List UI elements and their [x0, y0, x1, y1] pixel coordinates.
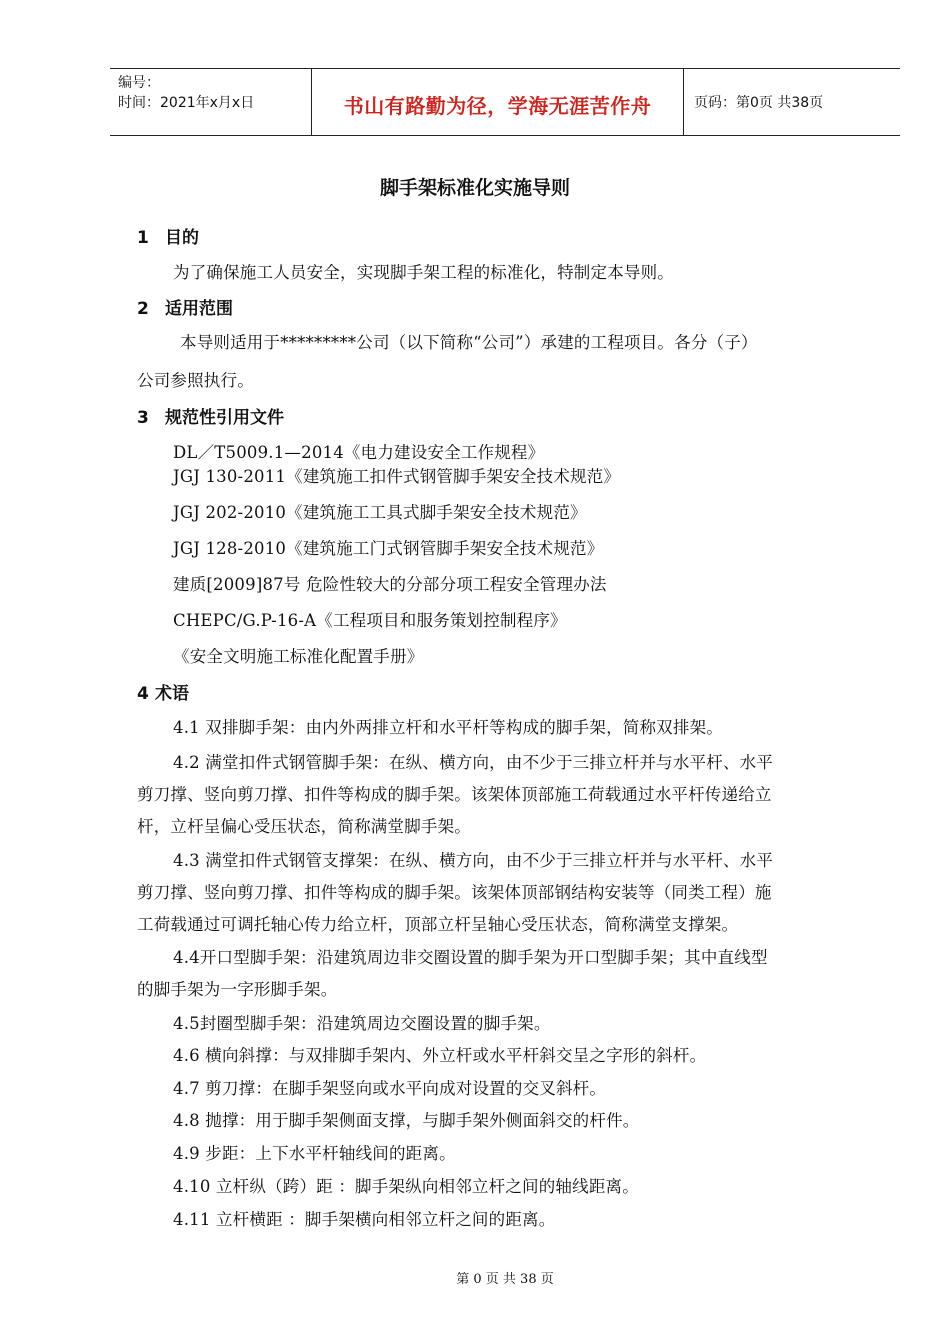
- term-4-1: 4.1 双排脚手架：由内外两排立杆和水平杆等构成的脚手架，简称双排架。: [173, 718, 723, 737]
- section-title: 适用范围: [165, 299, 233, 319]
- section-number: 3: [137, 408, 149, 428]
- section-number: 4: [137, 684, 149, 704]
- term-4-11: 4.11 立杆横距 ：脚手架横向相邻立杆之间的距离。: [173, 1210, 556, 1229]
- term-4-3-line2: 剪刀撑、竖向剪刀撑、扣件等构成的脚手架。该架体顶部钢结构安装等（同类工程）施: [137, 883, 772, 902]
- reference-item: DL／T5009.1—2014《电力建设安全工作规程》: [173, 443, 545, 462]
- section-heading-terms: [137, 679, 189, 704]
- section-title: 术语: [155, 684, 189, 704]
- section-heading-references: [137, 403, 284, 428]
- term-4-9: 4.9 步距：上下水平杆轴线间的距离。: [173, 1144, 456, 1163]
- header-page-cell: [684, 69, 900, 135]
- section-number: 1: [137, 228, 149, 248]
- doc-time-label: 时间：2021年x月x日: [118, 95, 255, 111]
- term-4-3-line3: 工荷载通过可调托轴心传力给立杆，顶部立杆呈轴心受压状态，简称满堂支撑架。: [137, 915, 739, 934]
- term-4-2-line2: 剪刀撑、竖向剪刀撑、扣件等构成的脚手架。该架体顶部施工荷载通过水平杆传递给立: [137, 785, 772, 804]
- header-meta: [110, 69, 312, 135]
- page-label: 页码：第0页 共38页: [694, 95, 824, 111]
- paragraph-scope-line1: 本导则适用于*********公司（以下简称“公司”）承建的工程项目。各分（子）: [180, 333, 758, 352]
- term-4-7: 4.7 剪刀撑：在脚手架竖向或水平向成对设置的交叉斜杆。: [173, 1079, 607, 1098]
- term-4-5: 4.5封圈型脚手架：沿建筑周边交圈设置的脚手架。: [173, 1014, 551, 1033]
- reference-item: JGJ 202-2010《建筑施工工具式脚手架安全技术规范》: [173, 503, 587, 522]
- header-motto-cell: [312, 69, 684, 135]
- term-4-8: 4.8 抛撑：用于脚手架侧面支撑，与脚手架外侧面斜交的杆件。: [173, 1111, 640, 1130]
- paragraph-scope-line2: 公司参照执行。: [137, 371, 254, 390]
- term-4-2-line3: 杆，立杆呈偏心受压状态，简称满堂脚手架。: [137, 817, 471, 836]
- motto-text: 书山有路勤为径，学海无涯苦作舟: [343, 93, 652, 118]
- reference-item: JGJ 128-2010《建筑施工门式钢管脚手架安全技术规范》: [173, 539, 604, 558]
- section-number: 2: [137, 299, 149, 319]
- section-heading-scope: [137, 294, 233, 319]
- reference-item: JGJ 130-2011《建筑施工扣件式钢管脚手架安全技术规范》: [173, 467, 621, 486]
- reference-item: 建质[2009]87号 危险性较大的分部分项工程安全管理办法: [173, 575, 607, 594]
- section-heading-purpose: [137, 223, 199, 248]
- document-title: 脚手架标准化实施导则: [379, 177, 570, 199]
- section-title: 目的: [165, 228, 199, 248]
- page-footer: 第 0 页 共 38 页: [456, 1272, 554, 1287]
- term-4-4-line2: 的脚手架为一字形脚手架。: [137, 980, 338, 999]
- term-4-6: 4.6 横向斜撑：与双排脚手架内、外立杆或水平杆斜交呈之字形的斜杆。: [173, 1046, 707, 1065]
- paragraph-purpose: 为了确保施工人员安全，实现脚手架工程的标准化，特制定本导则。: [173, 263, 674, 282]
- term-4-4-line1: 4.4开口型脚手架：沿建筑周边非交圈设置的脚手架为开口型脚手架；其中直线型: [173, 948, 768, 967]
- term-4-2-line1: 4.2 满堂扣件式钢管脚手架：在纵、横方向，由不少于三排立杆并与水平杆、水平: [173, 753, 774, 772]
- page-header: [110, 68, 900, 136]
- reference-item: CHEPC/G.P-16-A《工程项目和服务策划控制程序》: [173, 611, 567, 630]
- term-4-10: 4.10 立杆纵（跨）距 ：脚手架纵向相邻立杆之间的轴线距离。: [173, 1177, 639, 1196]
- section-title: 规范性引用文件: [165, 408, 284, 428]
- doc-number-label: 编号：: [118, 75, 160, 91]
- term-4-3-line1: 4.3 满堂扣件式钢管支撑架：在纵、横方向，由不少于三排立杆并与水平杆、水平: [173, 851, 774, 870]
- reference-item: 《安全文明施工标准化配置手册》: [173, 647, 424, 666]
